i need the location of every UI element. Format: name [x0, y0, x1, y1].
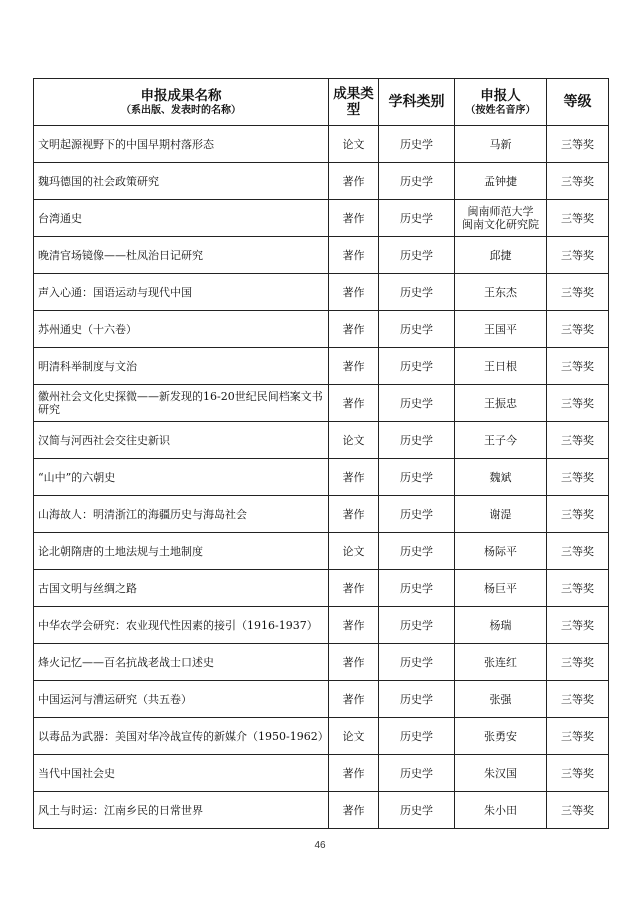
row-person: 闽南师范大学 闽南文化研究院 — [455, 200, 547, 237]
row-type: 著作 — [329, 200, 379, 237]
row-subject: 历史学 — [379, 274, 455, 311]
row-subject: 历史学 — [379, 792, 455, 829]
row-subject: 历史学 — [379, 422, 455, 459]
row-title: 台湾通史 — [34, 200, 329, 237]
row-subject: 历史学 — [379, 385, 455, 422]
row-subject: 历史学 — [379, 311, 455, 348]
header-level: 等级 — [547, 79, 609, 126]
row-subject: 历史学 — [379, 459, 455, 496]
row-person: 杨瑞 — [455, 607, 547, 644]
row-level: 三等奖 — [547, 570, 609, 607]
table-row — [34, 163, 609, 200]
row-type: 著作 — [329, 163, 379, 200]
row-person: 孟钟捷 — [455, 163, 547, 200]
row-type: 著作 — [329, 607, 379, 644]
row-title: 汉简与河西社会交往史新识 — [34, 422, 329, 459]
row-title: 风土与时运：江南乡民的日常世界 — [34, 792, 329, 829]
row-person: 王日根 — [455, 348, 547, 385]
row-title: “山中”的六朝史 — [34, 459, 329, 496]
row-title: 烽火记忆——百名抗战老战士口述史 — [34, 644, 329, 681]
row-title: 当代中国社会史 — [34, 755, 329, 792]
row-person: 王东杰 — [455, 274, 547, 311]
header-type: 成果类型 — [329, 79, 379, 126]
row-person: 王子今 — [455, 422, 547, 459]
row-subject: 历史学 — [379, 570, 455, 607]
row-person: 邱捷 — [455, 237, 547, 274]
table-row — [34, 422, 609, 459]
row-title: 明清科举制度与文治 — [34, 348, 329, 385]
row-person: 朱汉国 — [455, 755, 547, 792]
header-title — [34, 79, 329, 126]
row-type: 著作 — [329, 385, 379, 422]
table-row — [34, 533, 609, 570]
row-person: 张勇安 — [455, 718, 547, 755]
row-type: 著作 — [329, 681, 379, 718]
row-level: 三等奖 — [547, 385, 609, 422]
row-subject: 历史学 — [379, 718, 455, 755]
row-person: 张强 — [455, 681, 547, 718]
row-person: 魏斌 — [455, 459, 547, 496]
row-subject: 历史学 — [379, 126, 455, 163]
table-row — [34, 348, 609, 385]
row-person: 谢湜 — [455, 496, 547, 533]
row-level: 三等奖 — [547, 274, 609, 311]
row-subject: 历史学 — [379, 533, 455, 570]
row-level: 三等奖 — [547, 422, 609, 459]
row-level: 三等奖 — [547, 792, 609, 829]
row-title: 徽州社会文化史探微——新发现的16-20世纪民间档案文书研究 — [34, 385, 329, 422]
row-person: 杨际平 — [455, 533, 547, 570]
row-type: 论文 — [329, 718, 379, 755]
row-title: 山海故人：明清浙江的海疆历史与海岛社会 — [34, 496, 329, 533]
row-title: 古国文明与丝绸之路 — [34, 570, 329, 607]
table-row — [34, 237, 609, 274]
row-person: 马新 — [455, 126, 547, 163]
row-type: 著作 — [329, 237, 379, 274]
row-level: 三等奖 — [547, 644, 609, 681]
row-type: 著作 — [329, 348, 379, 385]
table-row — [34, 644, 609, 681]
row-title: 以毒品为武器：美国对华冷战宣传的新媒介（1950-1962） — [34, 718, 329, 755]
header-title-main: 申报成果名称 — [140, 87, 222, 104]
row-title: 中华农学会研究：农业现代性因素的接引（1916-1937） — [34, 607, 329, 644]
row-title: 中国运河与漕运研究（共五卷） — [34, 681, 329, 718]
table-row — [34, 126, 609, 163]
table-row — [34, 459, 609, 496]
row-level: 三等奖 — [547, 126, 609, 163]
row-subject: 历史学 — [379, 607, 455, 644]
row-title: 晚清官场镜像——杜凤治日记研究 — [34, 237, 329, 274]
row-type: 著作 — [329, 496, 379, 533]
header-title-sub: （系出版、发表时的名称） — [121, 104, 241, 116]
table-row — [34, 311, 609, 348]
row-type: 著作 — [329, 311, 379, 348]
row-level: 三等奖 — [547, 718, 609, 755]
row-type: 论文 — [329, 126, 379, 163]
table-row — [34, 607, 609, 644]
row-person: 张连红 — [455, 644, 547, 681]
row-type: 著作 — [329, 644, 379, 681]
row-level: 三等奖 — [547, 459, 609, 496]
page-number: 46 — [314, 840, 326, 851]
row-level: 三等奖 — [547, 311, 609, 348]
header-subject: 学科类别 — [379, 79, 455, 126]
row-level: 三等奖 — [547, 755, 609, 792]
row-subject: 历史学 — [379, 644, 455, 681]
table-row — [34, 200, 609, 237]
row-level: 三等奖 — [547, 681, 609, 718]
table-row — [34, 570, 609, 607]
row-subject: 历史学 — [379, 348, 455, 385]
row-type: 著作 — [329, 570, 379, 607]
row-person: 杨巨平 — [455, 570, 547, 607]
table-row — [34, 385, 609, 422]
row-title: 声入心通：国语运动与现代中国 — [34, 274, 329, 311]
row-type: 论文 — [329, 533, 379, 570]
row-subject: 历史学 — [379, 681, 455, 718]
row-level: 三等奖 — [547, 237, 609, 274]
row-level: 三等奖 — [547, 607, 609, 644]
row-title: 文明起源视野下的中国早期村落形态 — [34, 126, 329, 163]
row-title: 苏州通史（十六卷） — [34, 311, 329, 348]
row-type: 论文 — [329, 422, 379, 459]
table-row — [34, 274, 609, 311]
header-person-main: 申报人 — [480, 87, 521, 104]
table-header-row — [34, 79, 609, 126]
row-title: 魏玛德国的社会政策研究 — [34, 163, 329, 200]
row-subject: 历史学 — [379, 237, 455, 274]
awards-table — [33, 78, 609, 829]
row-subject: 历史学 — [379, 163, 455, 200]
table-row — [34, 718, 609, 755]
row-level: 三等奖 — [547, 200, 609, 237]
table-row — [34, 792, 609, 829]
row-subject: 历史学 — [379, 200, 455, 237]
table-row — [34, 496, 609, 533]
row-subject: 历史学 — [379, 496, 455, 533]
row-person: 朱小田 — [455, 792, 547, 829]
table-row — [34, 755, 609, 792]
header-person — [455, 79, 547, 126]
row-type: 著作 — [329, 274, 379, 311]
row-level: 三等奖 — [547, 496, 609, 533]
row-level: 三等奖 — [547, 163, 609, 200]
row-type: 著作 — [329, 459, 379, 496]
row-subject: 历史学 — [379, 755, 455, 792]
row-type: 著作 — [329, 755, 379, 792]
row-person: 王振忠 — [455, 385, 547, 422]
table-row — [34, 681, 609, 718]
row-title: 论北朝隋唐的土地法规与土地制度 — [34, 533, 329, 570]
row-person: 王国平 — [455, 311, 547, 348]
row-type: 著作 — [329, 792, 379, 829]
header-person-sub: （按姓名音序） — [465, 104, 536, 116]
row-level: 三等奖 — [547, 533, 609, 570]
row-level: 三等奖 — [547, 348, 609, 385]
